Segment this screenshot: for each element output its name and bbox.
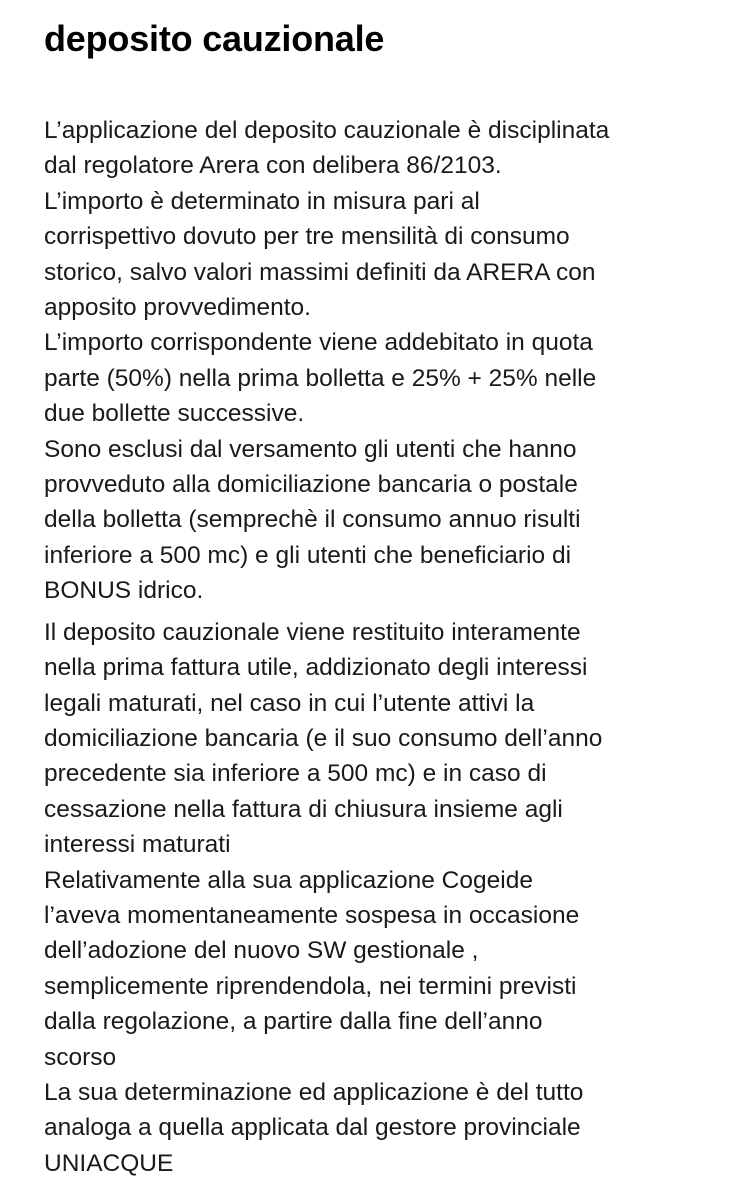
text-line: domiciliazione bancaria (e il suo consumo dell’anno [44, 724, 603, 752]
text-line: Relativamente alla sua applicazione Cogeide [44, 866, 533, 894]
text-line: dell’adozione del nuovo SW gestionale , [44, 937, 479, 965]
text-line: UNIACQUE [44, 1149, 174, 1177]
text-line: semplicemente riprendendola, nei termini previsti [44, 972, 577, 1000]
text-line: due bollette successive. [44, 400, 305, 428]
page-title: deposito cauzionale [44, 18, 385, 59]
text-line: Il deposito cauzionale viene restituito interamente [44, 618, 581, 646]
text-line: Sono esclusi dal versamento gli utenti che hanno [44, 435, 577, 463]
text-line: analoga a quella applicata dal gestore provinciale [44, 1114, 581, 1142]
text-line: corrispettivo dovuto per tre mensilità di consumo [44, 223, 570, 251]
text-line: cessazione nella fattura di chiusura insieme agli [44, 795, 563, 823]
document-body [44, 113, 734, 1181]
text-line: dal regolatore Arera con delibera 86/2103. [44, 152, 502, 180]
text-line: dalla regolazione, a partire dalla fine dell’anno [44, 1008, 543, 1036]
text-line: parte (50%) nella prima bolletta e 25% + 25% nelle [44, 364, 597, 392]
text-line: nella prima fattura utile, addizionato degli interessi [44, 654, 588, 682]
text-line: apposito provvedimento. [44, 294, 311, 322]
text-line: interessi maturati [44, 831, 231, 859]
text-line: La sua determinazione ed applicazione è del tutto [44, 1078, 584, 1106]
text-line: legali maturati, nel caso in cui l’utente attivi la [44, 689, 535, 717]
text-line: l’aveva momentaneamente sospesa in occasione [44, 901, 580, 929]
text-line: della bolletta (semprechè il consumo annuo risulti [44, 506, 581, 534]
text-line: BONUS idrico. [44, 577, 204, 605]
text-line: storico, salvo valori massimi definiti da ARERA con [44, 258, 596, 286]
text-line: precedente sia inferiore a 500 mc) e in caso di [44, 760, 547, 788]
text-line: L’applicazione del deposito cauzionale è disciplinata [44, 117, 610, 144]
text-line: inferiore a 500 mc) e gli utenti che beneficiario di [44, 541, 572, 569]
text-line: L’importo è determinato in misura pari al [44, 187, 480, 215]
text-line: scorso [44, 1043, 117, 1071]
text-line: provveduto alla domiciliazione bancaria o postale [44, 471, 578, 499]
text-line: L’importo corrispondente viene addebitato in quota [44, 329, 593, 357]
